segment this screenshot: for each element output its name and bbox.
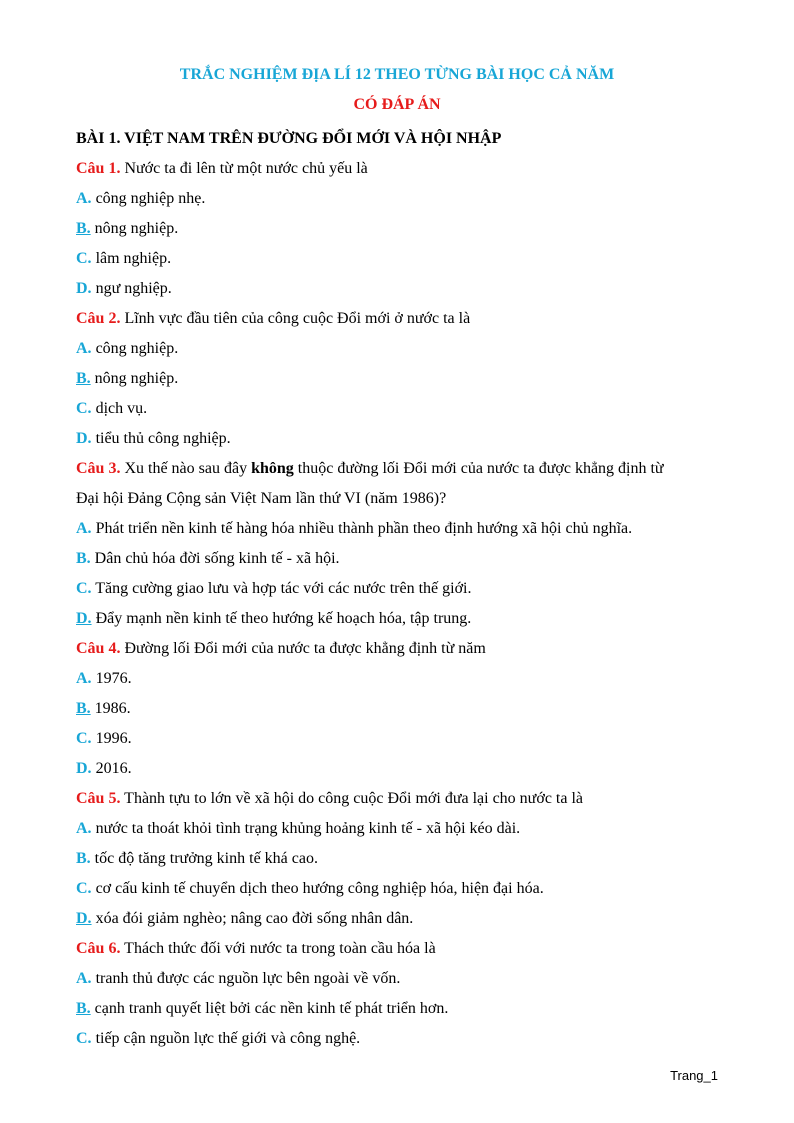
option-3b: [76, 544, 726, 574]
option-label-correct: B.: [76, 1000, 91, 1017]
option-label-correct: D.: [76, 910, 92, 927]
option-6b: [76, 994, 726, 1024]
option-text: Dân chủ hóa đời sống kinh tế - xã hội.: [90, 550, 340, 567]
question-2: [76, 304, 726, 334]
option-3d: [76, 604, 726, 634]
option-text: Đẩy mạnh nền kinh tế theo hướng kế hoạch hóa, tập trung.: [91, 610, 472, 627]
option-label: C.: [76, 880, 92, 897]
option-text: 1976.: [91, 670, 132, 687]
option-2a: [76, 334, 726, 364]
option-4c: [76, 724, 726, 754]
question-4: [76, 634, 726, 664]
option-text: công nghiệp nhẹ.: [91, 190, 206, 207]
option-6a: [76, 964, 726, 994]
option-text: 2016.: [91, 760, 132, 777]
option-label: A.: [76, 670, 92, 687]
option-4d: [76, 754, 726, 784]
lesson-title: BÀI 1. VIỆT NAM TRÊN ĐƯỜNG ĐỔI MỚI VÀ HỘI NHẬP: [76, 130, 502, 147]
question-text: Lĩnh vực đầu tiên của công cuộc Đổi mới ở nước ta là: [120, 310, 471, 327]
option-1d: [76, 274, 726, 304]
option-text: tiếp cận nguồn lực thế giới và công nghệ.: [91, 1030, 361, 1047]
option-6c: [76, 1024, 726, 1054]
option-4a: [76, 664, 726, 694]
question-text: thuộc đường lối Đổi mới của nước ta được khẳng định từ: [293, 460, 664, 477]
option-label-correct: B.: [76, 370, 91, 387]
question-emphasis: không: [251, 460, 294, 477]
option-label: A.: [76, 820, 92, 837]
option-1a: [76, 184, 726, 214]
option-label-correct: D.: [76, 610, 92, 627]
option-text: 1986.: [90, 700, 131, 717]
option-label: A.: [76, 520, 92, 537]
option-text: cạnh tranh quyết liệt bởi các nền kinh tế phát triển hơn.: [90, 1000, 449, 1017]
option-label: C.: [76, 730, 92, 747]
question-text: Đường lối Đổi mới của nước ta được khẳng định từ năm: [120, 640, 486, 657]
option-text: Phát triển nền kinh tế hàng hóa nhiều thành phần theo định hướng xã hội chủ nghĩa.: [91, 520, 633, 537]
option-label: D.: [76, 280, 92, 297]
option-text: công nghiệp.: [91, 340, 179, 357]
option-3a: [76, 514, 726, 544]
option-text: xóa đói giảm nghèo; nâng cao đời sống nhân dân.: [91, 910, 414, 927]
question-3: [76, 454, 726, 484]
option-label: C.: [76, 400, 92, 417]
option-text: tiểu thủ công nghiệp.: [91, 430, 231, 447]
question-label: Câu 1.: [76, 160, 121, 177]
option-label: C.: [76, 250, 92, 267]
option-text: tranh thủ được các nguồn lực bên ngoài về vốn.: [91, 970, 401, 987]
option-5a: [76, 814, 726, 844]
option-label: A.: [76, 340, 92, 357]
question-label: Câu 6.: [76, 940, 121, 957]
document-title: TRẮC NGHIỆM ĐỊA LÍ 12 THEO TỪNG BÀI HỌC CẢ NĂM: [179, 66, 615, 83]
option-text: cơ cấu kinh tế chuyển dịch theo hướng công nghiệp hóa, hiện đại hóa.: [91, 880, 544, 897]
option-text: tốc độ tăng trưởng kinh tế khá cao.: [90, 850, 318, 867]
page-number: Trang_1: [670, 1068, 718, 1083]
option-label: A.: [76, 970, 92, 987]
question-label: Câu 3.: [76, 460, 121, 477]
option-text: dịch vụ.: [91, 400, 148, 417]
option-label: C.: [76, 1030, 92, 1047]
option-1b: [76, 214, 726, 244]
document-body: [76, 124, 726, 1054]
option-text: nông nghiệp.: [90, 220, 179, 237]
option-1c: [76, 244, 726, 274]
option-2d: [76, 424, 726, 454]
question-text: Thách thức đối với nước ta trong toàn cầu hóa là: [120, 940, 436, 957]
option-label: A.: [76, 190, 92, 207]
question-label: Câu 5.: [76, 790, 121, 807]
option-text: nước ta thoát khỏi tình trạng khủng hoảng kinh tế - xã hội kéo dài.: [91, 820, 521, 837]
question-label: Câu 2.: [76, 310, 121, 327]
option-label: B.: [76, 850, 91, 867]
question-text: Xu thế nào sau đây: [120, 460, 252, 477]
option-text: 1996.: [91, 730, 132, 747]
question-1: [76, 154, 726, 184]
option-label: C.: [76, 580, 92, 597]
option-5c: [76, 874, 726, 904]
question-3-continued: Đại hội Đảng Cộng sản Việt Nam lần thứ VI (năm 1986)?: [76, 490, 447, 507]
question-text: Thành tựu to lớn về xã hội do công cuộc Đổi mới đưa lại cho nước ta là: [120, 790, 584, 807]
option-text: ngư nghiệp.: [91, 280, 172, 297]
option-2c: [76, 394, 726, 424]
option-text: nông nghiệp.: [90, 370, 179, 387]
document-subtitle: CÓ ĐÁP ÁN: [353, 96, 441, 113]
option-5b: [76, 844, 726, 874]
option-5d: [76, 904, 726, 934]
question-5: [76, 784, 726, 814]
option-label-correct: B.: [76, 220, 91, 237]
question-label: Câu 4.: [76, 640, 121, 657]
question-6: [76, 934, 726, 964]
question-text: Nước ta đi lên từ một nước chủ yếu là: [120, 160, 368, 177]
option-text: lâm nghiệp.: [91, 250, 172, 267]
option-4b: [76, 694, 726, 724]
option-label: B.: [76, 550, 91, 567]
option-text: Tăng cường giao lưu và hợp tác với các nước trên thế giới.: [91, 580, 472, 597]
option-2b: [76, 364, 726, 394]
option-3c: [76, 574, 726, 604]
option-label-correct: B.: [76, 700, 91, 717]
option-label: D.: [76, 760, 92, 777]
option-label: D.: [76, 430, 92, 447]
